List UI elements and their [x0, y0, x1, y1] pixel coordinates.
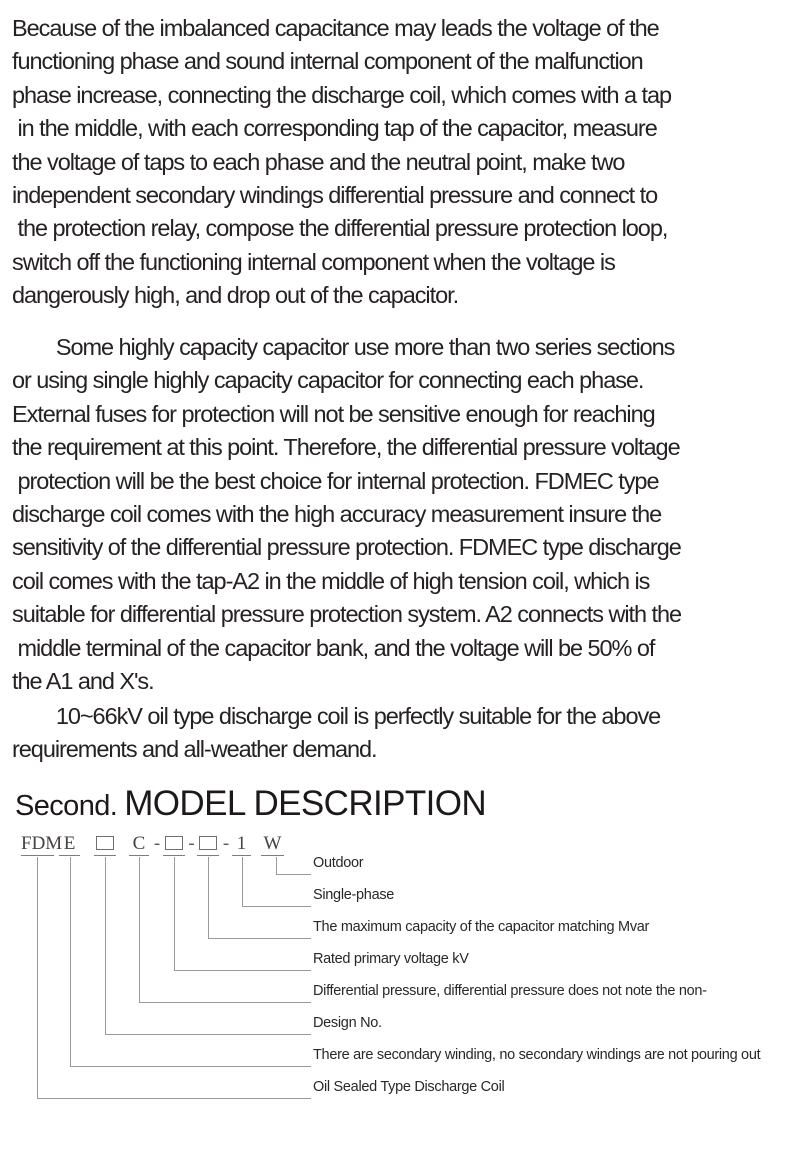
empty-box-glyph: [96, 836, 114, 850]
legend-label: Outdoor: [313, 855, 364, 871]
text-line: the voltage of taps to each phase and the neutral point, make two: [12, 148, 625, 175]
text-line: middle terminal of the capacitor bank, and the voltage will be 50% of: [12, 634, 655, 661]
model-code-token: 1: [232, 835, 251, 856]
legend-label: There are secondary winding, no secondary windings are not pouring out: [313, 1047, 761, 1063]
legend-label: Rated primary voltage kV: [313, 951, 469, 967]
model-code-box: [94, 835, 116, 856]
model-code-token: E: [59, 835, 80, 856]
text-line: switch off the functioning internal component when the voltage is: [12, 248, 615, 275]
text-line: phase increase, connecting the discharge coil, which comes with a tap: [12, 81, 672, 108]
model-code-token: C: [129, 835, 149, 856]
text-line: suitable for differential pressure protection system. A2 connects with the: [12, 601, 682, 628]
model-code-token: -: [222, 833, 230, 854]
text-line: External fuses for protection will not be sensitive enough for reaching: [12, 400, 655, 427]
text-line: requirements and all-weather demand.: [12, 736, 377, 763]
text-line: Some highly capacity capacitor use more than two series sections: [12, 334, 675, 360]
model-code-box: [197, 835, 219, 856]
paragraph-2: [12, 331, 681, 698]
text-line: 10~66kV oil type discharge coil is perfectly suitable for the above: [12, 703, 661, 729]
text-line: or using single highly capacity capacitor for connecting each phase.: [12, 367, 644, 394]
legend-connector-line: [37, 857, 311, 1099]
legend-label: Oil Sealed Type Discharge Coil: [313, 1079, 505, 1095]
paragraph-3: [12, 700, 660, 767]
model-code-token: W: [261, 835, 284, 856]
text-line: Because of the imbalanced capacitance may leads the voltage of the: [12, 15, 659, 41]
section-heading: [15, 784, 486, 824]
legend-label: Single-phase: [313, 887, 395, 903]
text-line: dangerously high, and drop out of the capacitor.: [12, 282, 459, 309]
text-line: discharge coil comes with the high accuracy measurement insure the: [12, 501, 662, 528]
section-title: MODEL DESCRIPTION: [124, 784, 487, 823]
text-line: in the middle, with each corresponding tap of the capacitor, measure: [12, 115, 657, 142]
text-line: the requirement at this point. Therefore, the differential pressure voltage: [12, 434, 680, 461]
text-line: independent secondary windings differential pressure and connect to: [12, 182, 658, 209]
text-line: the A1 and X's.: [12, 668, 154, 695]
model-code-box: [163, 835, 185, 856]
text-line: functioning phase and sound internal component of the malfunction: [12, 48, 643, 75]
text-line: protection will be the best choice for internal protection. FDMEC type: [12, 467, 659, 494]
legend-label: Differential pressure, differential pressure does not note the non-: [313, 983, 707, 999]
empty-box-glyph: [165, 836, 183, 850]
section-number: Second.: [15, 790, 118, 822]
paragraph-1: [12, 12, 671, 313]
text-line: coil comes with the tap-A2 in the middle of high tension coil, which is: [12, 567, 650, 594]
legend-label: Design No.: [313, 1015, 382, 1031]
empty-box-glyph: [199, 836, 217, 850]
model-code-token: -: [188, 833, 195, 854]
model-code-token: FDM: [21, 833, 63, 854]
model-code-token: -: [153, 833, 161, 854]
legend-label: The maximum capacity of the capacitor matching Mvar: [313, 919, 650, 935]
text-line: sensitivity of the differential pressure protection. FDMEC type discharge: [12, 534, 681, 561]
text-line: the protection relay, compose the differential pressure protection loop,: [12, 215, 668, 242]
